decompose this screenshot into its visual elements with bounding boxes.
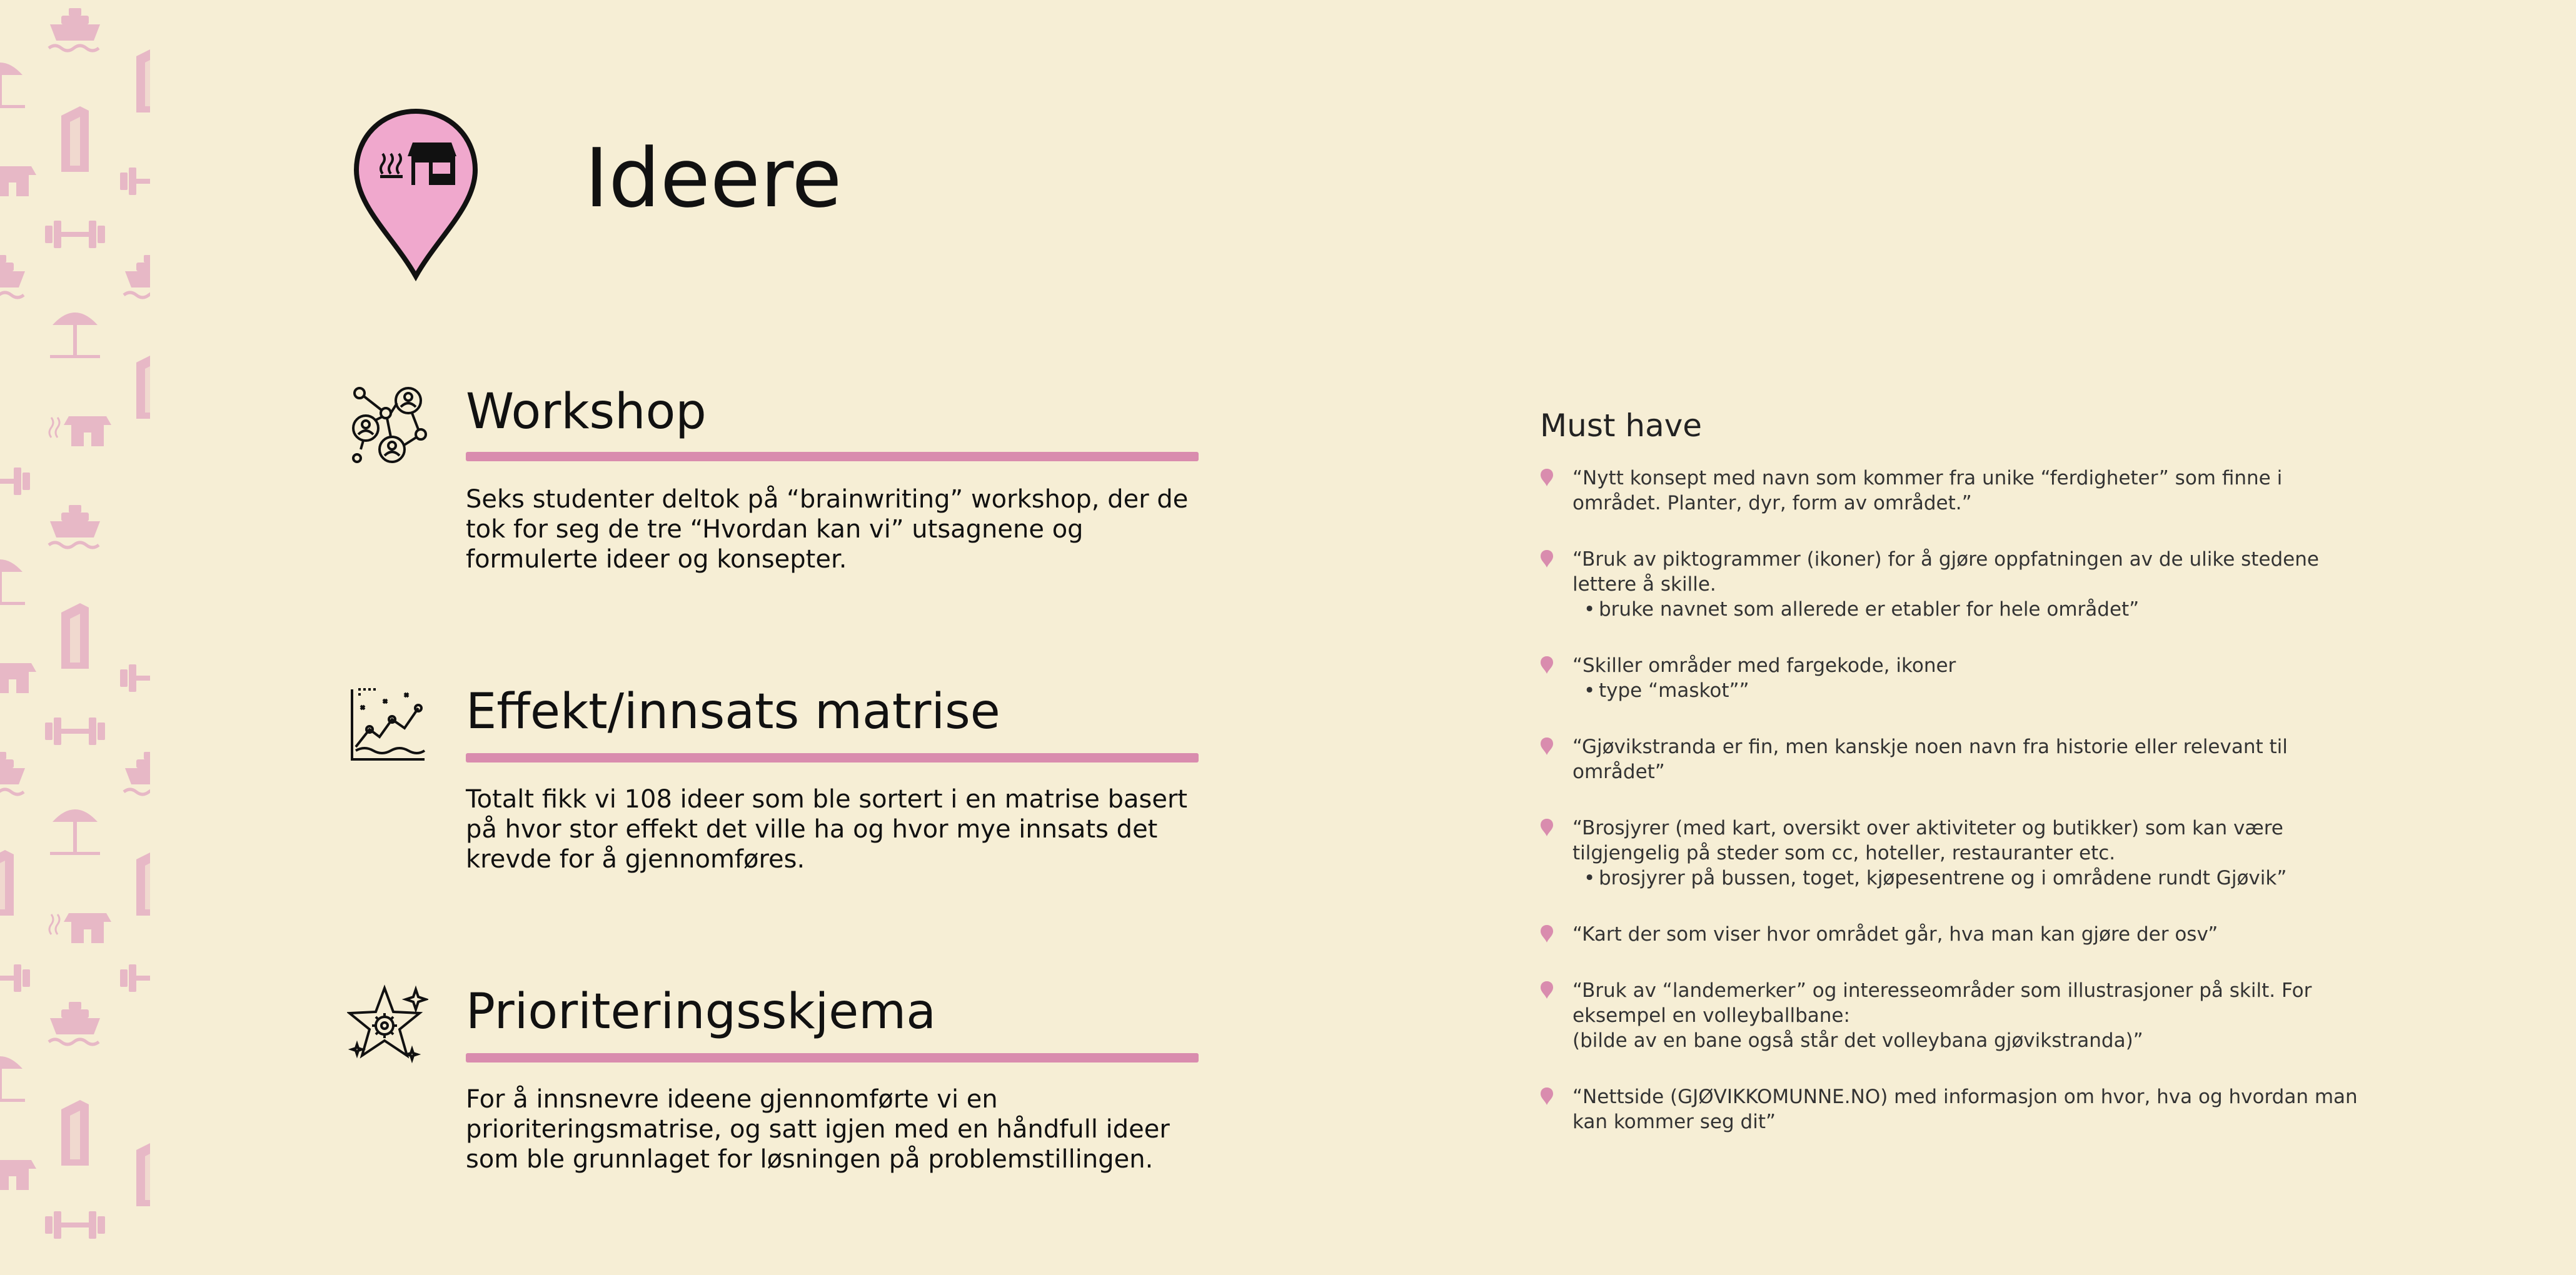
pin-bullet-icon <box>1540 1087 1554 1106</box>
list-item <box>1540 1084 2372 1134</box>
list-item <box>1540 653 2372 703</box>
section-body-priority: For å innsnevre ideene gjennomførte vi en prioriteringsmatrise, og satt igjen med en håndfull ideer som ble grunnlaget for løsningen på problemstillingen. <box>466 1085 1170 1174</box>
section-heading-workshop: Workshop <box>466 384 707 440</box>
sub-bullet-text: brosjyrer på bussen, toget, kjøpesentrene og i områdene rundt Gjøvik” <box>1599 867 2287 889</box>
must-have-text: “Gjøvikstranda er fin, men kanskje noen navn fra historie eller relevant til området” <box>1572 736 2288 783</box>
must-have-text: “Nettside (GJØVIKKOMUNNE.NO) med informasjon om hvor, hva og hvordan man kan kommer seg dit” <box>1572 1086 2358 1133</box>
pin-bullet-icon <box>1540 549 1554 568</box>
must-have-text: “Kart der som viser hvor området går, hva man kan gjøre der osv” <box>1572 923 2218 946</box>
must-have-text: “Bruk av piktogrammer (ikoner) for å gjøre oppfatningen av de ulike stedene lettere å skille. <box>1572 548 2319 596</box>
must-have-text-continued: (bilde av en bane også står det volleybana gjøvikstranda)” <box>1572 1029 2143 1052</box>
section-heading-matrix: Effekt/innsats matrise <box>466 684 1000 740</box>
pin-bullet-icon <box>1540 468 1554 487</box>
decorative-pattern-strip <box>0 0 150 1275</box>
must-have-text: “Bruk av “landemerker” og interesseområder som illustrasjoner på skilt. For eksempel en volleyballbane: <box>1572 979 2312 1027</box>
list-item <box>1540 734 2372 784</box>
list-item <box>1540 466 2372 516</box>
pin-bullet-icon <box>1540 981 1554 999</box>
sub-bullet-text: type “maskot”” <box>1599 679 1749 702</box>
must-have-text: “Brosjyrer (med kart, oversikt over aktiviteter og butikker) som kan være tilgjengelig på steder som cc, hoteller, restauranter etc. <box>1572 817 2283 864</box>
star-badge-icon <box>347 984 428 1066</box>
sub-bullet: • brosjyrer på bussen, toget, kjøpesentrene og i områdene rundt Gjøvik” <box>1584 867 2287 889</box>
chart-matrix-icon <box>347 684 428 766</box>
list-item <box>1540 978 2372 1053</box>
must-have-title: Must have <box>1540 408 1703 444</box>
section-divider <box>466 753 1199 762</box>
list-item <box>1540 922 2372 947</box>
section-heading-priority: Prioriteringsskjema <box>466 984 937 1040</box>
pin-bullet-icon <box>1540 656 1554 674</box>
section-divider <box>466 1053 1199 1062</box>
pin-bullet-icon <box>1540 737 1554 756</box>
sub-bullet-text: bruke navnet som allerede er etabler for hele området” <box>1599 598 2140 621</box>
sub-bullet: • bruke navnet som allerede er etabler for hele området” <box>1584 598 2140 621</box>
must-have-text: “Nytt konsept med navn som kommer fra unike “ferdigheter” som finne i området. Planter, dyr, form av området.” <box>1572 467 2283 514</box>
pin-bullet-icon <box>1540 818 1554 837</box>
must-have-list <box>1540 466 2372 1166</box>
pictogram-pattern <box>0 0 150 1275</box>
section-body-matrix: Totalt fikk vi 108 ideer som ble sortert i en matrise basert på hvor stor effekt det ville ha og hvor mye innsats det krevde for å gjennomføres. <box>466 785 1188 874</box>
pin-bullet-icon <box>1540 924 1554 943</box>
list-item <box>1540 816 2372 891</box>
must-have-text: “Skiller områder med fargekode, ikoner <box>1572 654 1956 677</box>
network-people-icon <box>347 384 428 466</box>
shop-pin-icon <box>350 106 481 281</box>
section-divider <box>466 452 1199 461</box>
list-item <box>1540 547 2372 622</box>
sub-bullet: • type “maskot”” <box>1584 679 1749 702</box>
page-title: Ideere <box>585 131 842 226</box>
section-body-workshop: Seks studenter deltok på “brainwriting” workshop, der de tok for seg de tre “Hvordan kan vi” utsagnene og formulerte ideer og konsepter. <box>466 485 1189 574</box>
